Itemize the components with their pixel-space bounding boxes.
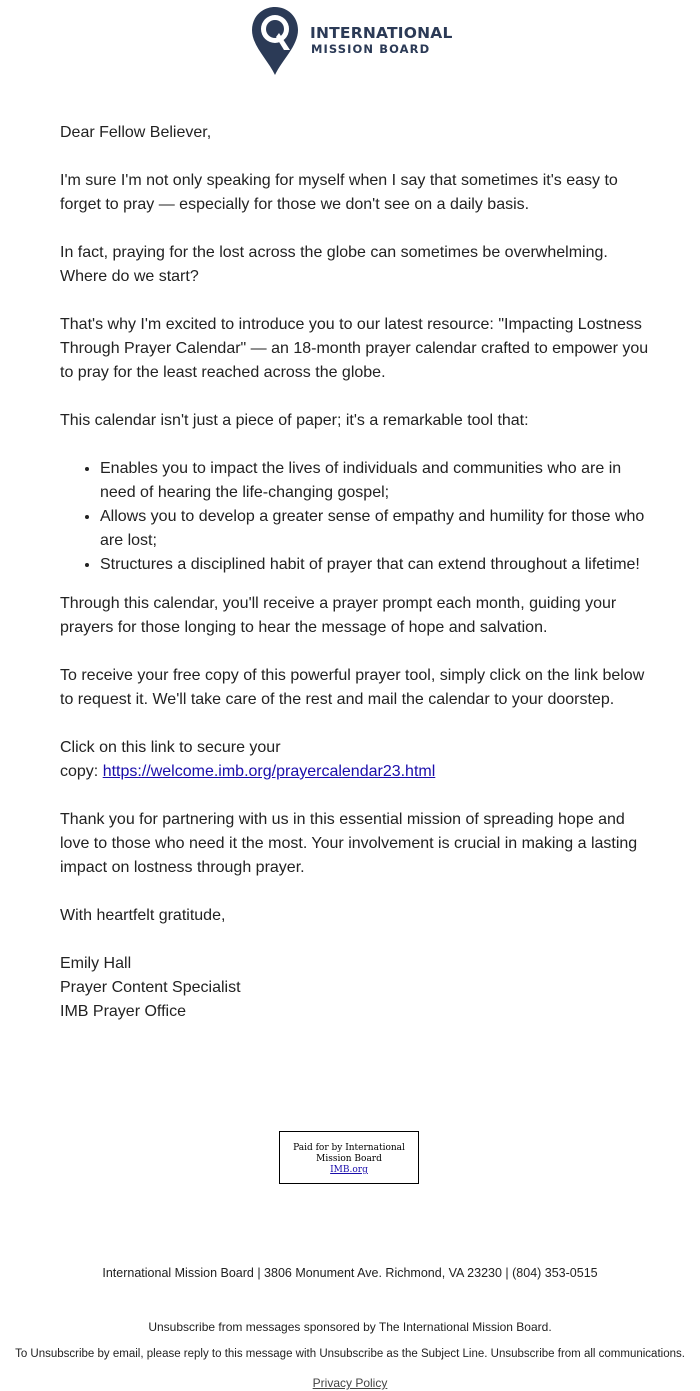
paid-for-box: [279, 1131, 419, 1184]
imb-logo[interactable]: [251, 6, 451, 76]
privacy-policy-link[interactable]: Privacy Policy: [312, 1376, 388, 1390]
location-pin-icon: [251, 6, 299, 76]
paragraph-4: This calendar isn't just a piece of paper; it's a remarkable tool that:: [60, 412, 529, 429]
logo-wordmark: [310, 24, 453, 56]
paid-for-line2: Mission Board: [316, 1154, 382, 1164]
paragraph-5: Through this calendar, you'll receive a prayer prompt each month, guiding your prayers for those longing to hear the message of hope and salvation.: [60, 595, 617, 636]
list-item: • Enables you to impact the lives of individuals and communities who are in need of hearing the life-changing gospel;: [100, 457, 650, 505]
imb-org-link[interactable]: IMB.org: [330, 1165, 368, 1175]
signature-title: Prayer Content Specialist: [60, 979, 241, 996]
paragraph-7: Thank you for partnering with us in this essential mission of spreading hope and love to those who need it the most. Your involvement is crucial in making a lasting impact on lostness through prayer.: [60, 811, 638, 876]
signature-office: IMB Prayer Office: [60, 1003, 186, 1020]
signature: [60, 952, 650, 1024]
unsubscribe-email-note[interactable]: To Unsubscribe by email, please reply to this message with Unsubscribe as the Subject Line. Unsubscribe from all communications.: [15, 1348, 685, 1360]
paragraph-6: To receive your free copy of this powerful prayer tool, simply click on the link below to request it. We'll take care of the rest and mail the calendar to your doorstep.: [60, 667, 645, 708]
link-intro-line1: Click on this link to secure your: [60, 739, 281, 756]
footer-address: International Mission Board | 3806 Monument Ave. Richmond, VA 23230 | (804) 353-0515: [102, 1266, 598, 1280]
greeting: Dear Fellow Believer,: [60, 124, 212, 141]
signature-name: Emily Hall: [60, 955, 132, 972]
list-item: • Structures a disciplined habit of prayer that can extend throughout a lifetime!: [100, 553, 650, 577]
prayer-calendar-link[interactable]: https://welcome.imb.org/prayercalendar23.html: [102, 763, 436, 780]
logo-line-international: INTERNATIONAL: [310, 24, 453, 42]
link-intro-line2: copy:: [60, 763, 103, 780]
closing: With heartfelt gratitude,: [60, 907, 226, 924]
logo-line-mission-board: MISSION BOARD: [311, 42, 431, 56]
paragraph-1: I'm sure I'm not only speaking for myself when I say that sometimes it's easy to forget to pray — especially for those we don't see on a daily basis.: [60, 172, 618, 213]
email-header: [0, 6, 700, 78]
benefits-list: [60, 457, 650, 577]
letter-body: [60, 121, 650, 1048]
paragraph-3: That's why I'm excited to introduce you to our latest resource: "Impacting Lostness Through Prayer Calendar" — an 18-month prayer calendar crafted to empower you to pray for the least reached across the globe.: [60, 316, 649, 381]
link-paragraph: [60, 736, 650, 784]
unsubscribe-sponsored-link[interactable]: Unsubscribe from messages sponsored by The International Mission Board.: [148, 1320, 552, 1334]
paid-for-line1: Paid for by International: [293, 1143, 405, 1153]
paragraph-2: In fact, praying for the lost across the globe can sometimes be overwhelming. Where do we start?: [60, 244, 608, 285]
list-item: • Allows you to develop a greater sense of empathy and humility for those who are lost;: [100, 505, 650, 553]
